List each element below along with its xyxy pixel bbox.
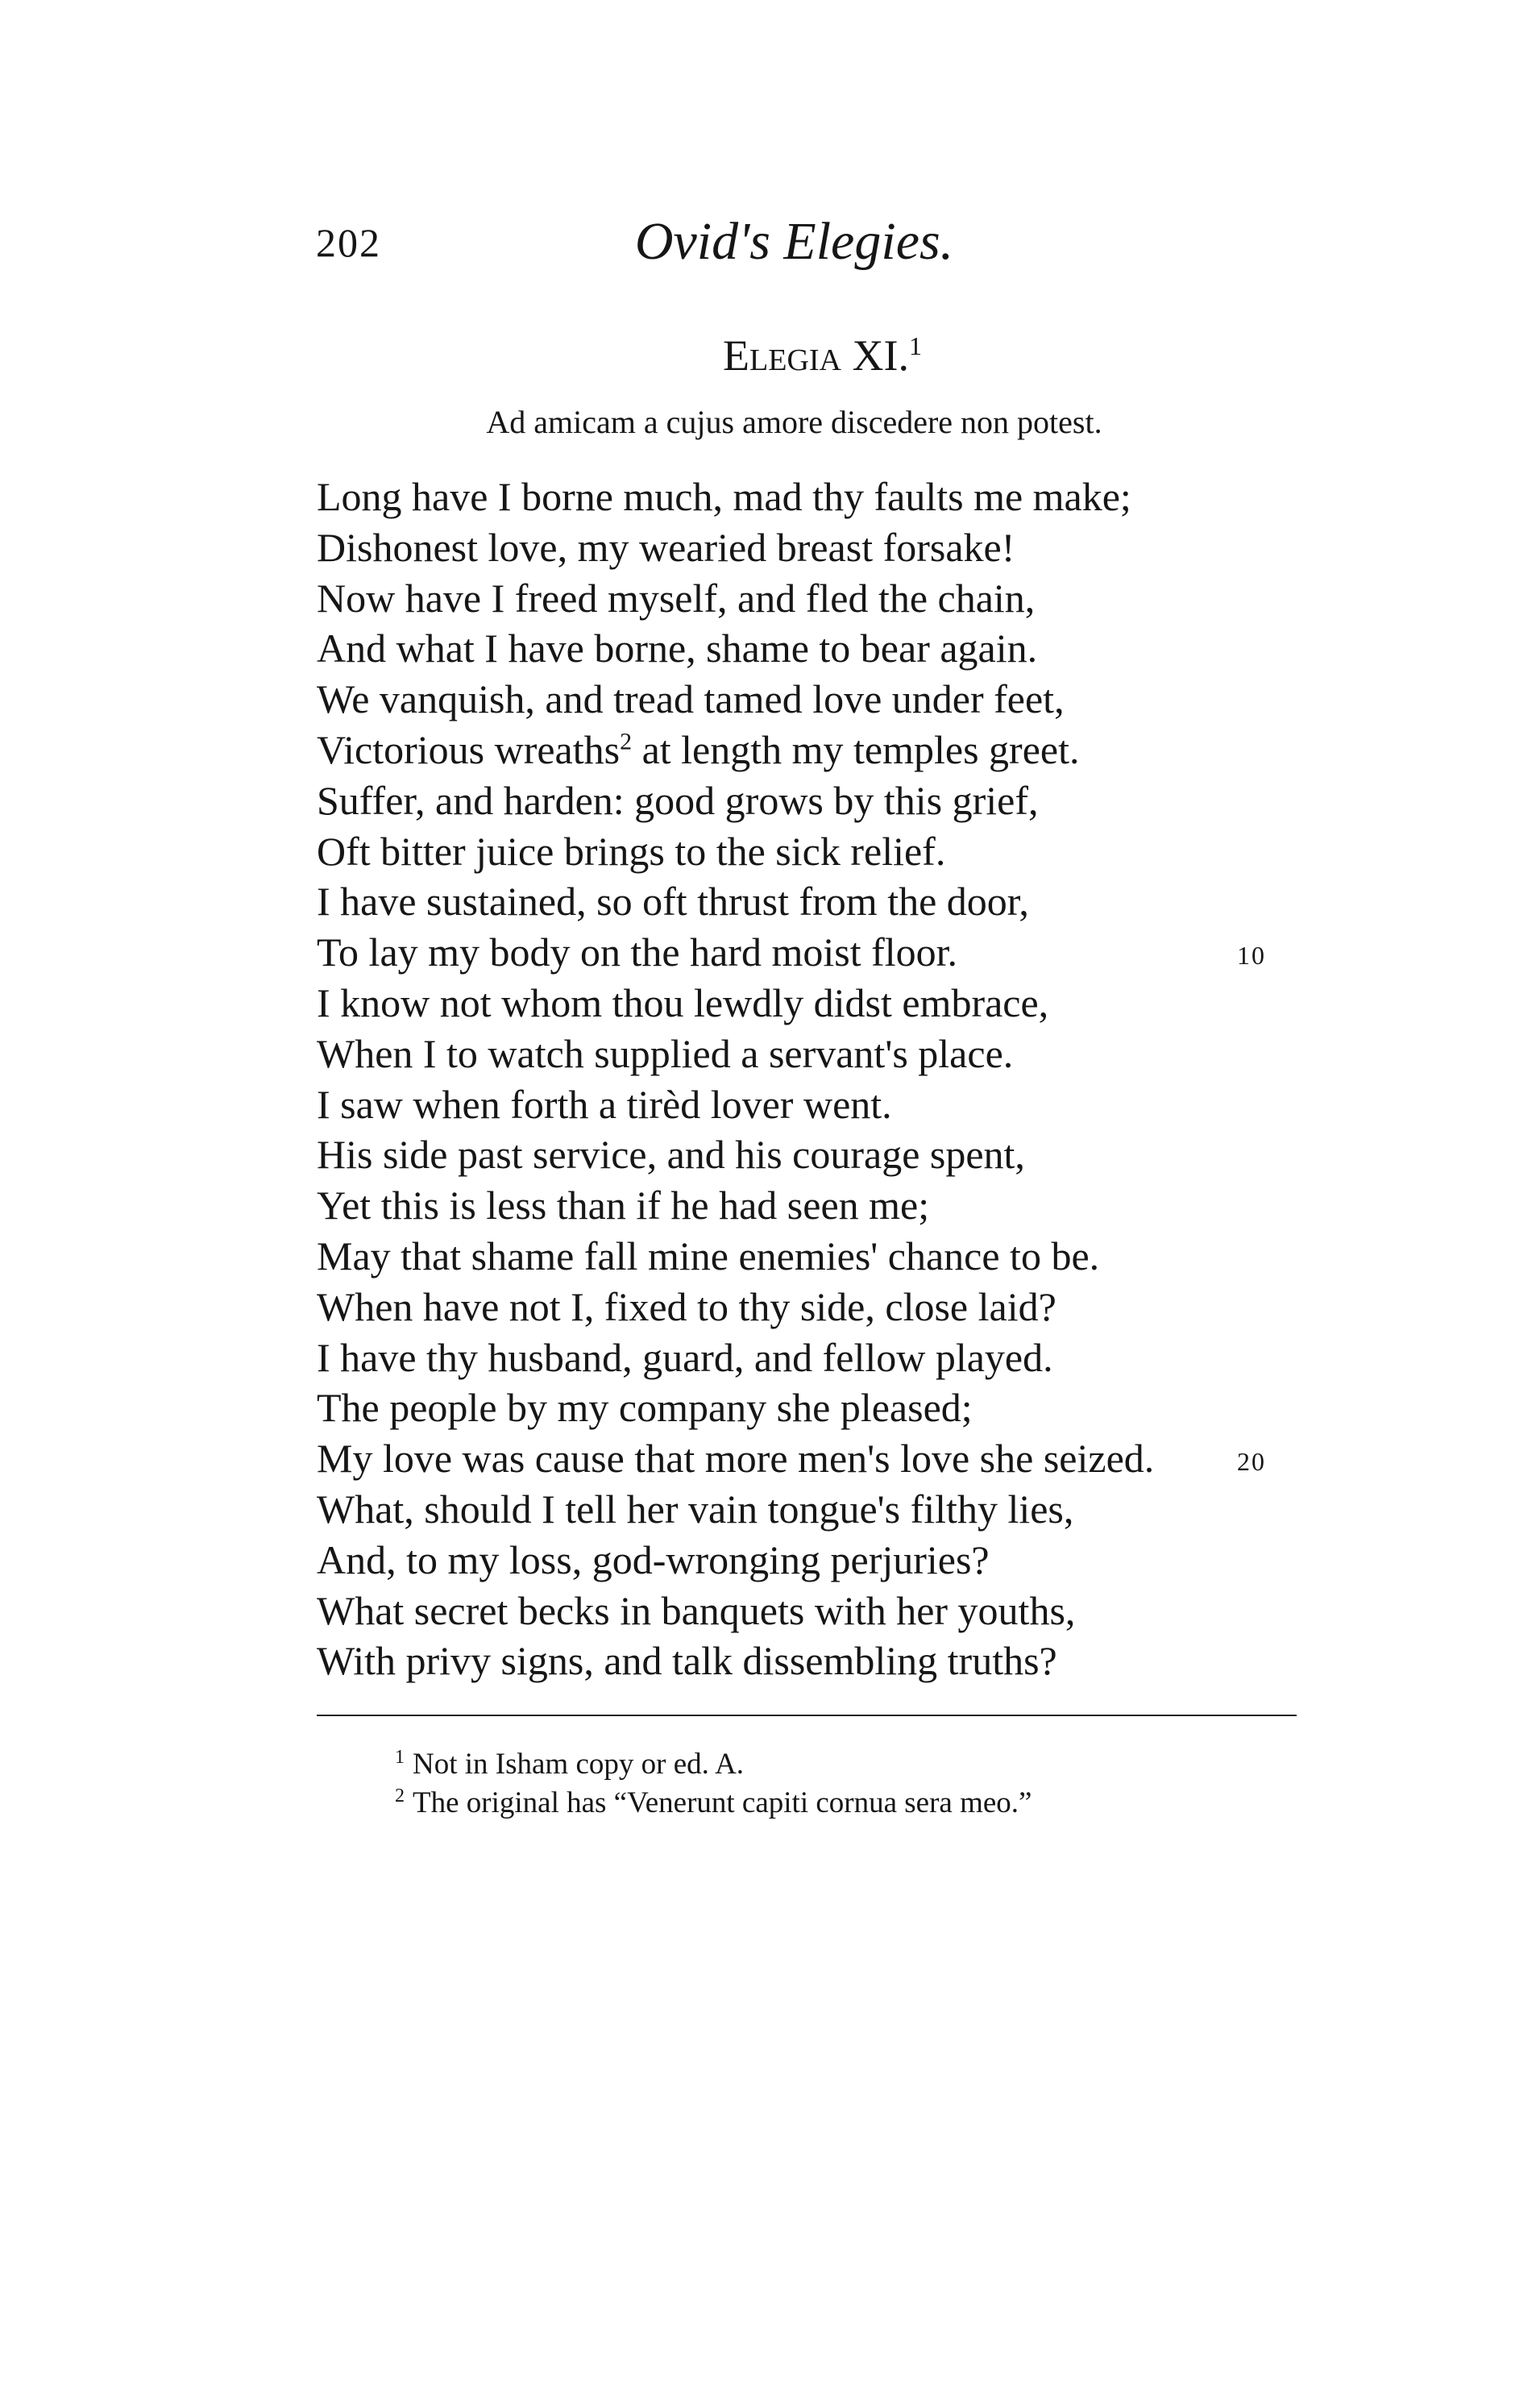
poem-line: [317, 826, 1332, 877]
poem-line-text: Suffer, and harden: good grows by this grief,: [317, 777, 1039, 823]
poem-line-text: My love was cause that more men's love she seized.: [317, 1436, 1155, 1482]
poem-line-text: May that shame fall mine enemies' chance to be.: [317, 1233, 1100, 1278]
elegy-heading: [52, 331, 1540, 380]
poem-line-text: When have not I, fixed to thy side, close laid?: [317, 1283, 1056, 1329]
poem-line: [317, 1129, 1332, 1180]
poem-line-text: The people by my company she pleased;: [317, 1385, 973, 1431]
footnote-number: 2: [395, 1785, 405, 1806]
poem-line-text: What secret becks in banquets with her youths,: [317, 1587, 1076, 1633]
footnote-number: 1: [395, 1746, 405, 1768]
poem-line-text: Dishonest love, my wearied breast forsake!: [317, 524, 1015, 570]
poem-line-text: I have thy husband, guard, and fellow played.: [317, 1334, 1053, 1380]
poem-line-text: With privy signs, and talk dissembling truths?: [317, 1638, 1057, 1684]
footnote-text: The original has “Venerunt capiti cornua sera meo.”: [413, 1786, 1032, 1819]
running-title: Ovid's Elegies.: [634, 212, 954, 271]
poem-line: [317, 1382, 1332, 1433]
poem-line: [317, 573, 1332, 624]
poem-line: [317, 1079, 1332, 1130]
poem-line-text: I know not whom thou lewdly didst embrace,: [317, 979, 1049, 1025]
footnote: [395, 1784, 1281, 1823]
footnote-divider: [317, 1715, 1297, 1716]
poem-line-text: I have sustained, so oft thrust from the door,: [317, 879, 1029, 925]
footnote: [395, 1745, 1281, 1784]
poem-line-text: Victorious wreaths: [317, 726, 621, 772]
poem-line-text: His side past service, and his courage spent,: [317, 1132, 1025, 1178]
line-number: 10: [1237, 941, 1266, 971]
poem-line-text: I saw when forth a tirèd lover went.: [317, 1081, 892, 1127]
poem-line: [317, 674, 1332, 725]
poem-line-text: We vanquish, and tread tamed love under feet,: [317, 676, 1065, 722]
poem-line: [317, 1282, 1332, 1332]
poem-line: [317, 1636, 1332, 1686]
poem-line: [317, 978, 1332, 1029]
poem-line: [317, 522, 1332, 573]
line-number: 20: [1237, 1447, 1266, 1477]
poem-line: [317, 1029, 1332, 1079]
page-number: 202: [316, 220, 381, 265]
poem-line-text: Now have I freed myself, and fled the chain,: [317, 575, 1036, 621]
poem-line-text: And, to my loss, god-wronging perjuries?: [317, 1536, 990, 1582]
poem-line: [317, 725, 1332, 775]
elegy-heading-text: Elegia XI.: [723, 331, 909, 380]
poem-line: [317, 1231, 1332, 1282]
poem-body: [317, 472, 1332, 1686]
poem-line: [317, 623, 1332, 674]
poem-line-text: Long have I borne much, mad thy faults me make;: [317, 474, 1131, 519]
poem-line-text: And what I have borne, shame to bear again.: [317, 626, 1038, 671]
poem-line: [317, 876, 1332, 927]
poem-line-text: What, should I tell her vain tongue's filthy lies,: [317, 1486, 1074, 1532]
poem-line-text: Yet this is less than if he had seen me;: [317, 1183, 930, 1229]
footnotes: [395, 1745, 1281, 1823]
poem-line: [317, 1433, 1332, 1484]
poem-line: [317, 1535, 1332, 1586]
poem-line: [317, 775, 1332, 826]
poem-line: [317, 927, 1332, 978]
poem-line-text: at length my temples greet.: [632, 726, 1080, 772]
poem-line-text: To lay my body on the hard moist floor.: [317, 929, 958, 975]
poem-line: [317, 1586, 1332, 1636]
poem-line: [317, 1484, 1332, 1535]
footnote-text: Not in Isham copy or ed. A.: [413, 1748, 745, 1781]
poem-line: [317, 472, 1332, 522]
elegy-subtitle: Ad amicam a cujus amore discedere non potest.: [486, 404, 1102, 440]
poem-line: [317, 1180, 1332, 1231]
poem-line: [317, 1332, 1332, 1383]
footnote-marker: 2: [620, 728, 633, 755]
poem-line-text: Oft bitter juice brings to the sick relief.: [317, 828, 946, 874]
poem-line-text: When I to watch supplied a servant's place.: [317, 1030, 1014, 1076]
footnote-marker: 1: [908, 331, 922, 360]
